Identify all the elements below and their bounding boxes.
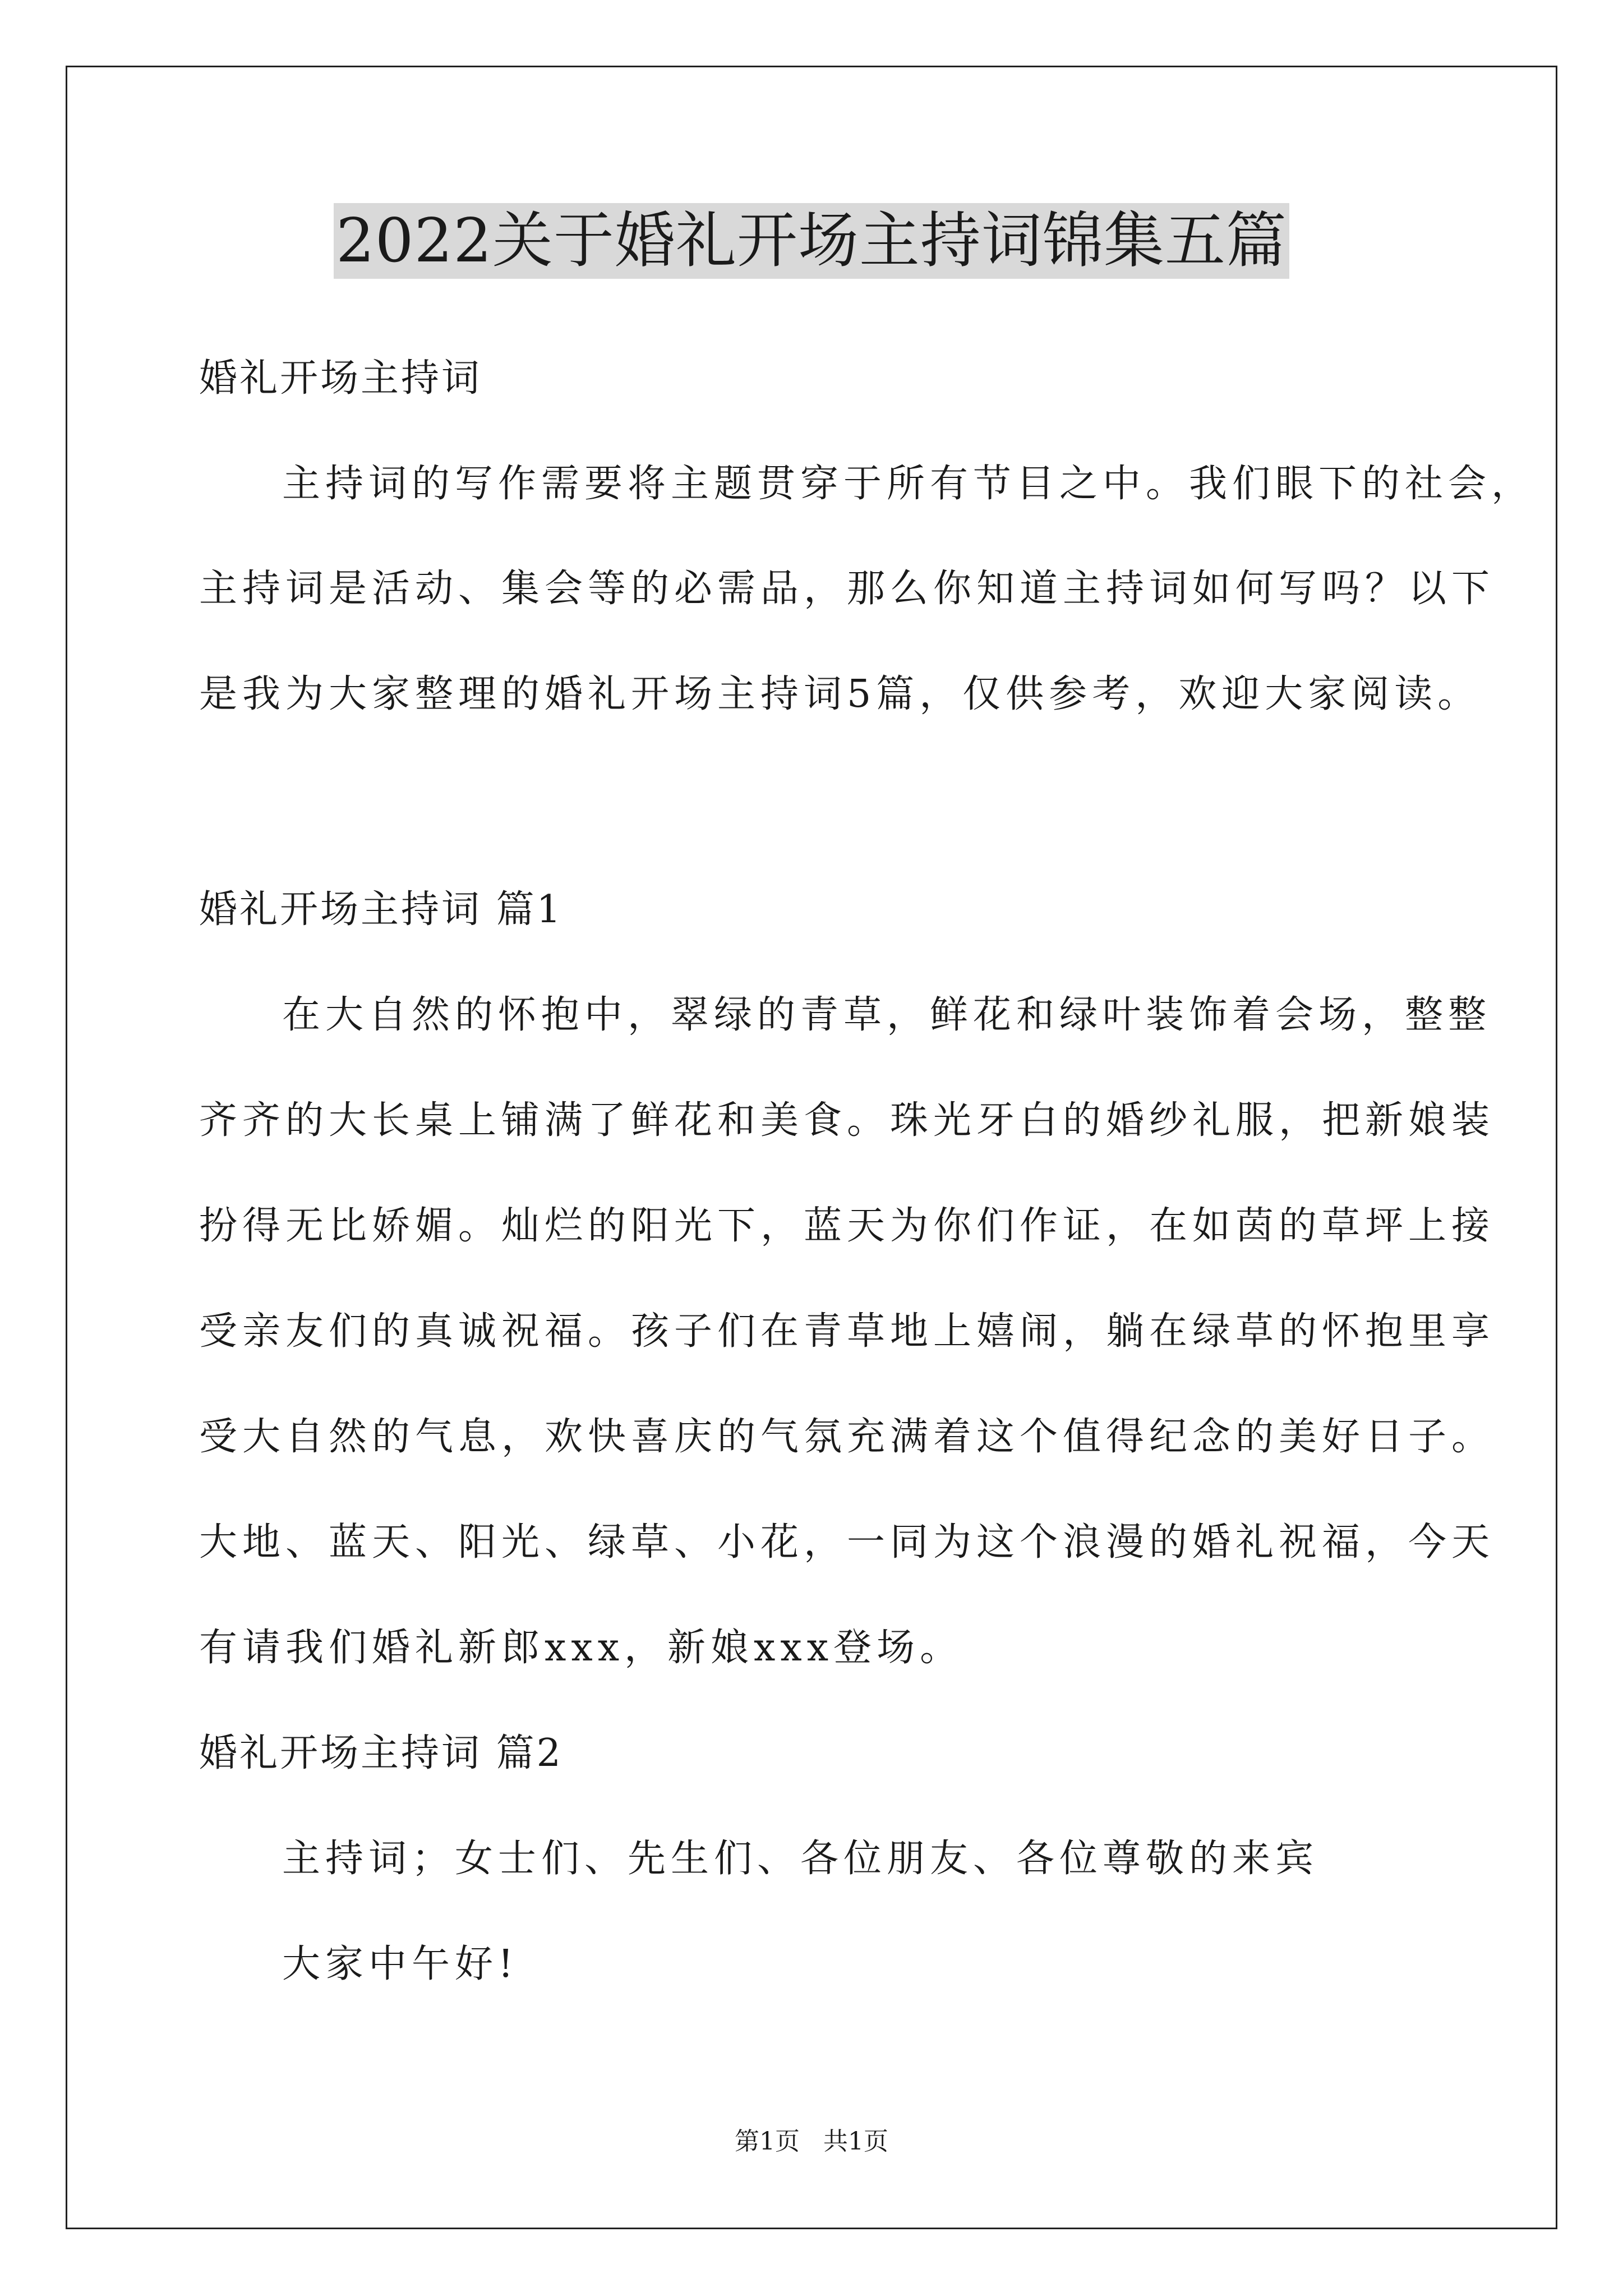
paragraph-line: 扮得无比娇媚。灿烂的阳光下，蓝天为你们作证，在如茵的草坪上接 xyxy=(199,1204,1495,1248)
document-title: 2022关于婚礼开场主持词锦集五篇 xyxy=(334,203,1289,279)
paragraph-line: 大地、蓝天、阳光、绿草、小花，一同为这个浪漫的婚礼祝福，今天 xyxy=(199,1520,1495,1565)
page-footer: 第1页 共1页 xyxy=(735,2127,888,2156)
paragraph-line: 主持词；女士们、先生们、各位朋友、各位尊敬的来宾 xyxy=(282,1837,1319,1881)
paragraph-line: 主持词的写作需要将主题贯穿于所有节目之中。我们眼下的社会， xyxy=(282,462,1535,506)
paragraph-line: 主持词是活动、集会等的必需品，那么你知道主持词如何写吗？以下 xyxy=(199,567,1495,611)
section-heading-intro: 婚礼开场主持词 xyxy=(199,356,482,401)
section-heading-1: 婚礼开场主持词 篇1 xyxy=(199,887,563,932)
paragraph-line: 是我为大家整理的婚礼开场主持词5篇，仅供参考，欢迎大家阅读。 xyxy=(199,672,1481,716)
paragraph-line: 受大自然的气息，欢快喜庆的气氛充满着这个值得纪念的美好日子。 xyxy=(199,1415,1495,1459)
paragraph-line: 有请我们婚礼新郎xxx，新娘xxx登场。 xyxy=(199,1626,963,1670)
title-container xyxy=(0,203,1623,279)
paragraph-line: 在大自然的怀抱中，翠绿的青草，鲜花和绿叶装饰着会场，整整 xyxy=(282,993,1492,1037)
paragraph-line: 大家中午好! xyxy=(282,1942,519,1986)
paragraph-line: 受亲友们的真诚祝福。孩子们在青草地上嬉闹，躺在绿草的怀抱里享 xyxy=(199,1309,1495,1354)
paragraph-line: 齐齐的大长桌上铺满了鲜花和美食。珠光牙白的婚纱礼服，把新娘装 xyxy=(199,1098,1495,1143)
section-heading-2: 婚礼开场主持词 篇2 xyxy=(199,1731,563,1775)
